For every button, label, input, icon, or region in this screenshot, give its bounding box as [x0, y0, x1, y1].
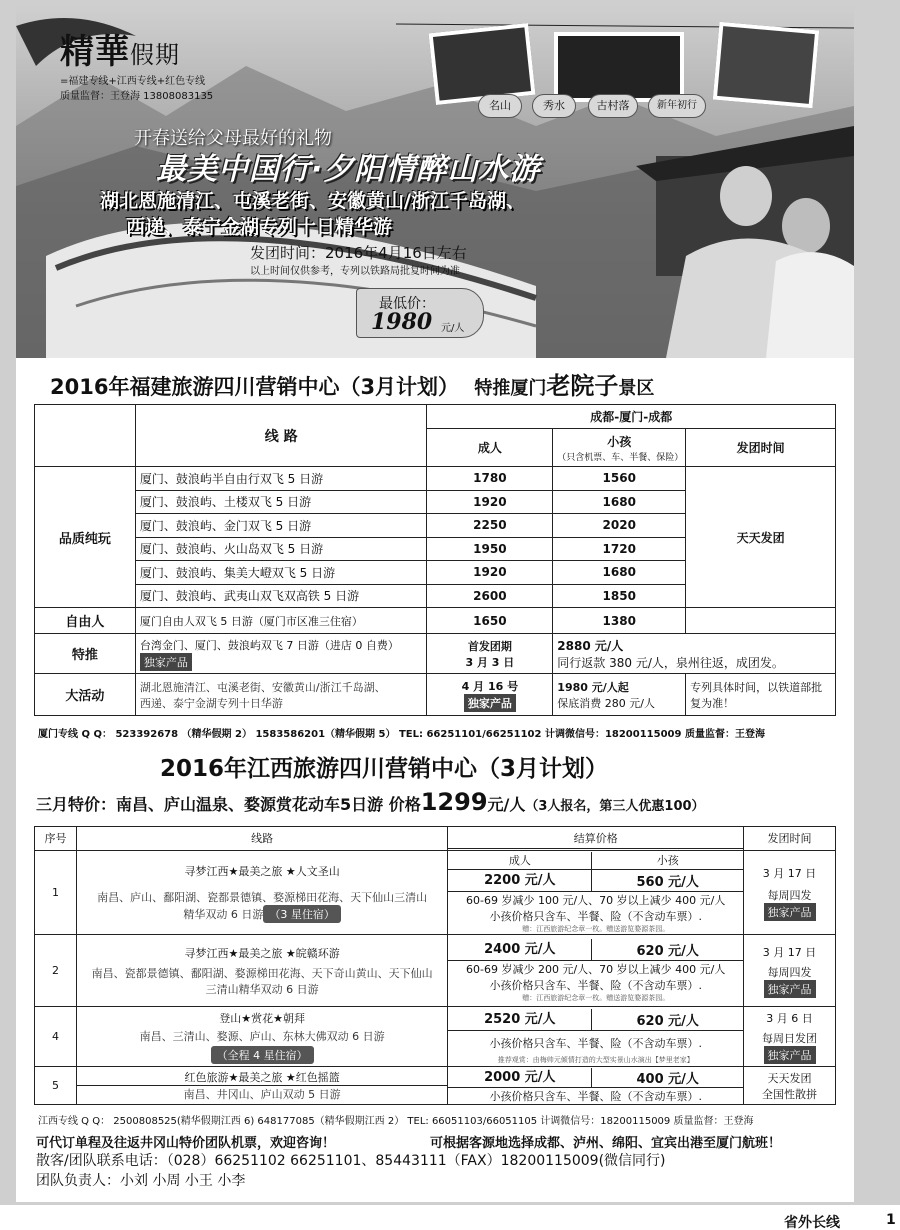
- table-row-route: 厦门、鼓浪屿、集美大嶝双飞 5 日游: [135, 561, 427, 585]
- banner-route-line-1: 湖北恩施清江、屯溪老街、安徽黄山/浙江千岛湖、: [100, 190, 525, 212]
- jx-row-desc: 南昌、瓷都景德镇、鄱阳湖、婺源梯田花海、天下奇山黄山、天下仙山: [91, 966, 433, 980]
- promo-note: （3人报名，第三人优惠100）: [525, 799, 705, 814]
- jx-row-title: 登山★赏花★朝拜: [219, 1011, 305, 1025]
- jx-price-adult: 2000 元/人: [448, 1068, 592, 1087]
- photo-hot-spring: [713, 22, 819, 108]
- cat-special: 特推: [35, 634, 136, 674]
- jiangxi-heading: 2016年江西旅游四川营销中心（3月计划）: [160, 756, 609, 782]
- table-row-adult: 2600: [427, 584, 553, 608]
- price-label: 最低价：: [379, 296, 435, 312]
- cat-free: 自由人: [35, 608, 136, 634]
- fujian-col-group: 成都-厦门-成都: [427, 405, 836, 429]
- table-row-adult: 1780: [427, 467, 553, 491]
- jx-depart-badge: 独家产品: [764, 1046, 816, 1064]
- banner-title: 最美中国行·夕阳情醉山水游: [156, 152, 541, 187]
- jx-price-child: 560 元/人: [636, 874, 699, 890]
- fujian-col-child-note: （只含机票、车、半餐、保险）: [557, 452, 684, 463]
- jx-label-adult: 成人: [448, 852, 592, 869]
- banner-route-line-2: 西递、泰宁金湖专列十日精华游: [126, 216, 393, 238]
- jx-row-price: [448, 1007, 744, 1067]
- tag-newyear: 新年初行: [648, 94, 706, 118]
- jx-price-adult: 2200 元/人: [448, 870, 592, 891]
- jx-row-no: 4: [35, 1007, 77, 1067]
- event-date-cell: [427, 674, 553, 716]
- jx-row-route: [76, 1067, 447, 1105]
- jx-col-price: 结算价格: [448, 827, 744, 849]
- fujian-col-route: 线 路: [135, 405, 427, 467]
- table-row-child: 1680: [553, 561, 686, 585]
- table-row-route: 厦门、鼓浪屿、土楼双飞 5 日游: [135, 490, 427, 514]
- table-row-child: 1680: [553, 490, 686, 514]
- table-row-child: 1560: [553, 467, 686, 491]
- table-row-adult: 1950: [427, 537, 553, 561]
- jx-col-no: 序号: [35, 827, 77, 851]
- fujian-col-child: [553, 429, 686, 467]
- jx-row-price: [448, 851, 744, 935]
- jx-row-route: [76, 935, 447, 1007]
- event-date: 4 月 16 号: [461, 679, 519, 693]
- jx-row-price: [448, 1067, 744, 1105]
- special-price-cell: [553, 634, 836, 674]
- brand-lines: =福建专线+江西专线+红色专线: [60, 76, 206, 87]
- event-note: 保底消费 280 元/人: [557, 696, 655, 710]
- jx-row-desc-2: 精华双动 6 日游: [183, 907, 264, 921]
- jx-row-title: 寻梦江西★最美之旅 ★皖赣环游: [184, 946, 340, 960]
- bottom-leaders: 团队负责人：小刘 小周 小王 小李: [36, 1173, 246, 1189]
- hero-banner: [16, 6, 854, 358]
- cat-quality: 品质纯玩: [35, 467, 136, 608]
- jx-row-route: [76, 1007, 447, 1067]
- brand-suffix: 假期: [130, 41, 180, 69]
- brand-name: 精華: [60, 32, 130, 72]
- jiangxi-table: [34, 826, 836, 1105]
- jx-note-1: 60-69 岁减少 200 元/人、70 岁以上减少 400 元/人: [466, 962, 726, 976]
- table-row-child: 1720: [553, 537, 686, 561]
- jx-row-no: 1: [35, 851, 77, 935]
- jx-row-depart: [744, 851, 836, 935]
- price-tag: [356, 288, 484, 338]
- fujian-heading-tail-b: 老院子: [546, 372, 619, 400]
- jx-depart-2: 全国性散拼: [762, 1087, 818, 1101]
- fujian-corner-cell: [35, 405, 136, 467]
- banner-subtitle: 开春送给父母最好的礼物: [134, 128, 332, 149]
- special-date: 3 月 3 日: [465, 655, 515, 669]
- jx-row-depart: [744, 1067, 836, 1105]
- jx-note-2: 小孩价格只含车、半餐、险（不含动车票）.: [489, 1036, 702, 1050]
- jx-depart-2: 每周四发: [767, 888, 812, 902]
- table-row-route: 厦门、鼓浪屿半自由行双飞 5 日游: [135, 467, 427, 491]
- free-depart: [686, 608, 836, 634]
- jx-row-desc-2: 三清山精华双动 6 日游: [205, 982, 319, 996]
- banner-note: 以上时间仅供参考，专列以铁路局批复时间为准: [250, 266, 460, 277]
- jx-depart-badge: 独家产品: [764, 980, 816, 998]
- event-route-2: 西递、泰宁金湖专列十日华游: [139, 696, 283, 710]
- tag-water: 秀水: [532, 94, 576, 118]
- special-note: 同行返款 380 元/人，泉州往返，成团发。: [557, 655, 784, 670]
- table-row-adult: 2250: [427, 514, 553, 538]
- jx-depart-1: 天天发团: [767, 1071, 812, 1085]
- jiangxi-footer: 江西专线 Q Q： 2500808525(精华假期江西 6) 648177085（精华假期江西 2） TEL: 66051103/66051105 计调微信号：18200115009 质量监督：王登海: [38, 1116, 754, 1127]
- page-section: 省外长线: [784, 1215, 840, 1230]
- table-row-child: 1850: [553, 584, 686, 608]
- fujian-col-depart: 发团时间: [686, 429, 836, 467]
- fujian-footer: 厦门专线 Q Q： 523392678 （精华假期 2） 1583586201（精华假期 5） TEL: 66251101/66251102 计调微信号：18200115009 质量监督：王登海: [38, 729, 765, 740]
- special-route: 台湾金门、厦门、鼓浪屿双飞 7 日游（进店 0 自费）: [139, 638, 399, 652]
- jx-note-3: 赠：江西旅游纪念章一枚。赠送游览婺源茶园。: [522, 924, 670, 933]
- promo-price: 1299: [420, 788, 488, 816]
- jx-row-no: 2: [35, 935, 77, 1007]
- price-value: 1980: [371, 309, 433, 335]
- photo-mountain: [429, 23, 536, 105]
- bottom-contact: 散客/团队联系电话：（028）66251102 66251101、85443111（FAX）18200115009(微信同行): [36, 1153, 666, 1169]
- event-price-cell: [553, 674, 686, 716]
- special-date-cell: [427, 634, 553, 674]
- free-adult: 1650: [427, 608, 553, 634]
- event-depart-cell: [686, 674, 836, 716]
- jx-depart-2: 每周四发: [767, 965, 812, 979]
- jx-price-adult: 2400 元/人: [448, 939, 592, 960]
- cat-event: 大活动: [35, 674, 136, 716]
- promo-text: 三月特价：南昌、庐山温泉、婺源赏花动车5日游 价格: [36, 795, 421, 814]
- jx-col-route: 线路: [76, 827, 447, 851]
- jx-row-desc: 南昌、三清山、婺源、庐山、东林大佛双动 6 日游: [139, 1029, 385, 1043]
- jx-depart-1: 3 月 17 日: [762, 945, 817, 959]
- page-number: 1: [886, 1212, 896, 1228]
- event-route-cell: [135, 674, 427, 716]
- tag-village: 古村落: [588, 94, 638, 118]
- jx-note-2: 小孩价格只含车、半餐、险（不含动车票）.: [489, 1089, 702, 1103]
- jx-label-child: 小孩: [656, 853, 679, 867]
- jx-row-title: 寻梦江西★最美之旅 ★人文圣山: [184, 864, 340, 878]
- jx-price-adult: 2520 元/人: [448, 1009, 592, 1030]
- jx-row-title: 红色旅游★最美之旅 ★红色摇篮: [77, 1069, 447, 1086]
- special-price: 2880 元/人: [557, 638, 624, 653]
- event-depart-1: 专列具体时间，以铁道部批: [690, 680, 823, 694]
- jx-row-desc: 南昌、井冈山、庐山双动 5 日游: [183, 1088, 341, 1101]
- jx-note-2: 小孩价格只含车、半餐、险（不含动车票）.: [489, 978, 702, 992]
- banner-date: 发团时间：2016年4月16日左右: [250, 244, 467, 262]
- jx-price-child: 620 元/人: [636, 1013, 699, 1029]
- bottom-line-1b: 可根据客源地选择成都、泸州、绵阳、宜宾出港至厦门航班！: [430, 1136, 782, 1151]
- event-depart-2: 复为准！: [690, 696, 735, 710]
- table-row-route: 厦门、鼓浪屿、武夷山双飞双高铁 5 日游: [135, 584, 427, 608]
- jx-row-tag: （全程 4 星住宿）: [211, 1046, 314, 1064]
- event-route-1: 湖北恩施清江、屯溪老街、安徽黄山/浙江千岛湖、: [139, 680, 386, 694]
- tag-mountain: 名山: [478, 94, 522, 118]
- table-row-route: 厦门、鼓浪屿、金门双飞 5 日游: [135, 514, 427, 538]
- fujian-heading-tail-a: 特推厦门: [474, 378, 547, 399]
- table-row-child: 2020: [553, 514, 686, 538]
- jx-row-price: [448, 935, 744, 1007]
- jx-price-child: 400 元/人: [636, 1071, 699, 1087]
- fujian-col-adult: 成人: [427, 429, 553, 467]
- jx-price-child: 620 元/人: [636, 943, 699, 959]
- price-unit: 元/人: [441, 323, 465, 334]
- jx-note-2: 小孩价格只含车、半餐、险（不含动车票）.: [489, 909, 702, 923]
- jx-depart-1: 3 月 6 日: [766, 1011, 813, 1025]
- jx-row-tag: （3 星住宿）: [263, 905, 341, 923]
- special-route-cell: [135, 634, 427, 674]
- photo-water-town: [554, 32, 684, 102]
- brand-supervisor: 质量监督：王登海 13808083135: [60, 91, 214, 102]
- jx-note-1: 60-69 岁减少 100 元/人、70 岁以上减少 400 元/人: [466, 893, 726, 907]
- jx-row-desc: 南昌、庐山、鄱阳湖、瓷都景德镇、婺源梯田花海、天下仙山三清山: [97, 890, 428, 904]
- jx-row-depart: [744, 1007, 836, 1067]
- jx-note-3: 赠：江西旅游纪念章一枚。赠送游览婺源茶园。: [522, 993, 670, 1002]
- jiangxi-promo: [36, 788, 705, 816]
- table-row-adult: 1920: [427, 561, 553, 585]
- fujian-heading: [50, 366, 654, 401]
- jx-depart-badge: 独家产品: [764, 903, 816, 921]
- table-row-adult: 1920: [427, 490, 553, 514]
- promo-unit: 元/人: [487, 795, 526, 814]
- fujian-heading-tail-c: 景区: [618, 378, 655, 399]
- event-price: 1980 元/人起: [557, 680, 629, 694]
- brand-logo: [60, 24, 260, 103]
- jx-row-route: [76, 851, 447, 935]
- jx-col-depart: 发团时间: [744, 827, 836, 851]
- fujian-heading-text: 2016年福建旅游四川营销中心（3月计划）: [50, 375, 460, 399]
- fujian-col-child-label: 小孩: [607, 434, 632, 449]
- table-row-route: 厦门、鼓浪屿、火山岛双飞 5 日游: [135, 537, 427, 561]
- event-badge: 独家产品: [464, 694, 516, 712]
- jx-depart-2: 每周日发团: [762, 1031, 818, 1045]
- bottom-line-1a: 可代订单程及往返井冈山特价团队机票，欢迎咨询！: [36, 1136, 336, 1151]
- free-child: 1380: [553, 608, 686, 634]
- free-route: 厦门自由人双飞 5 日游（厦门市区准三住宿）: [135, 608, 427, 634]
- jx-row-depart: [744, 935, 836, 1007]
- jx-depart-1: 3 月 17 日: [762, 866, 817, 880]
- jx-note-3: 推荐观赏：由梅帅元倾情打造的大型实景山水演出【梦里老家】: [497, 1055, 694, 1064]
- fujian-table: [34, 404, 836, 716]
- special-badge: 独家产品: [140, 653, 192, 671]
- depart-daily: 天天发团: [686, 467, 836, 608]
- jx-row-no: 5: [35, 1067, 77, 1105]
- special-first: 首发团期: [467, 639, 512, 653]
